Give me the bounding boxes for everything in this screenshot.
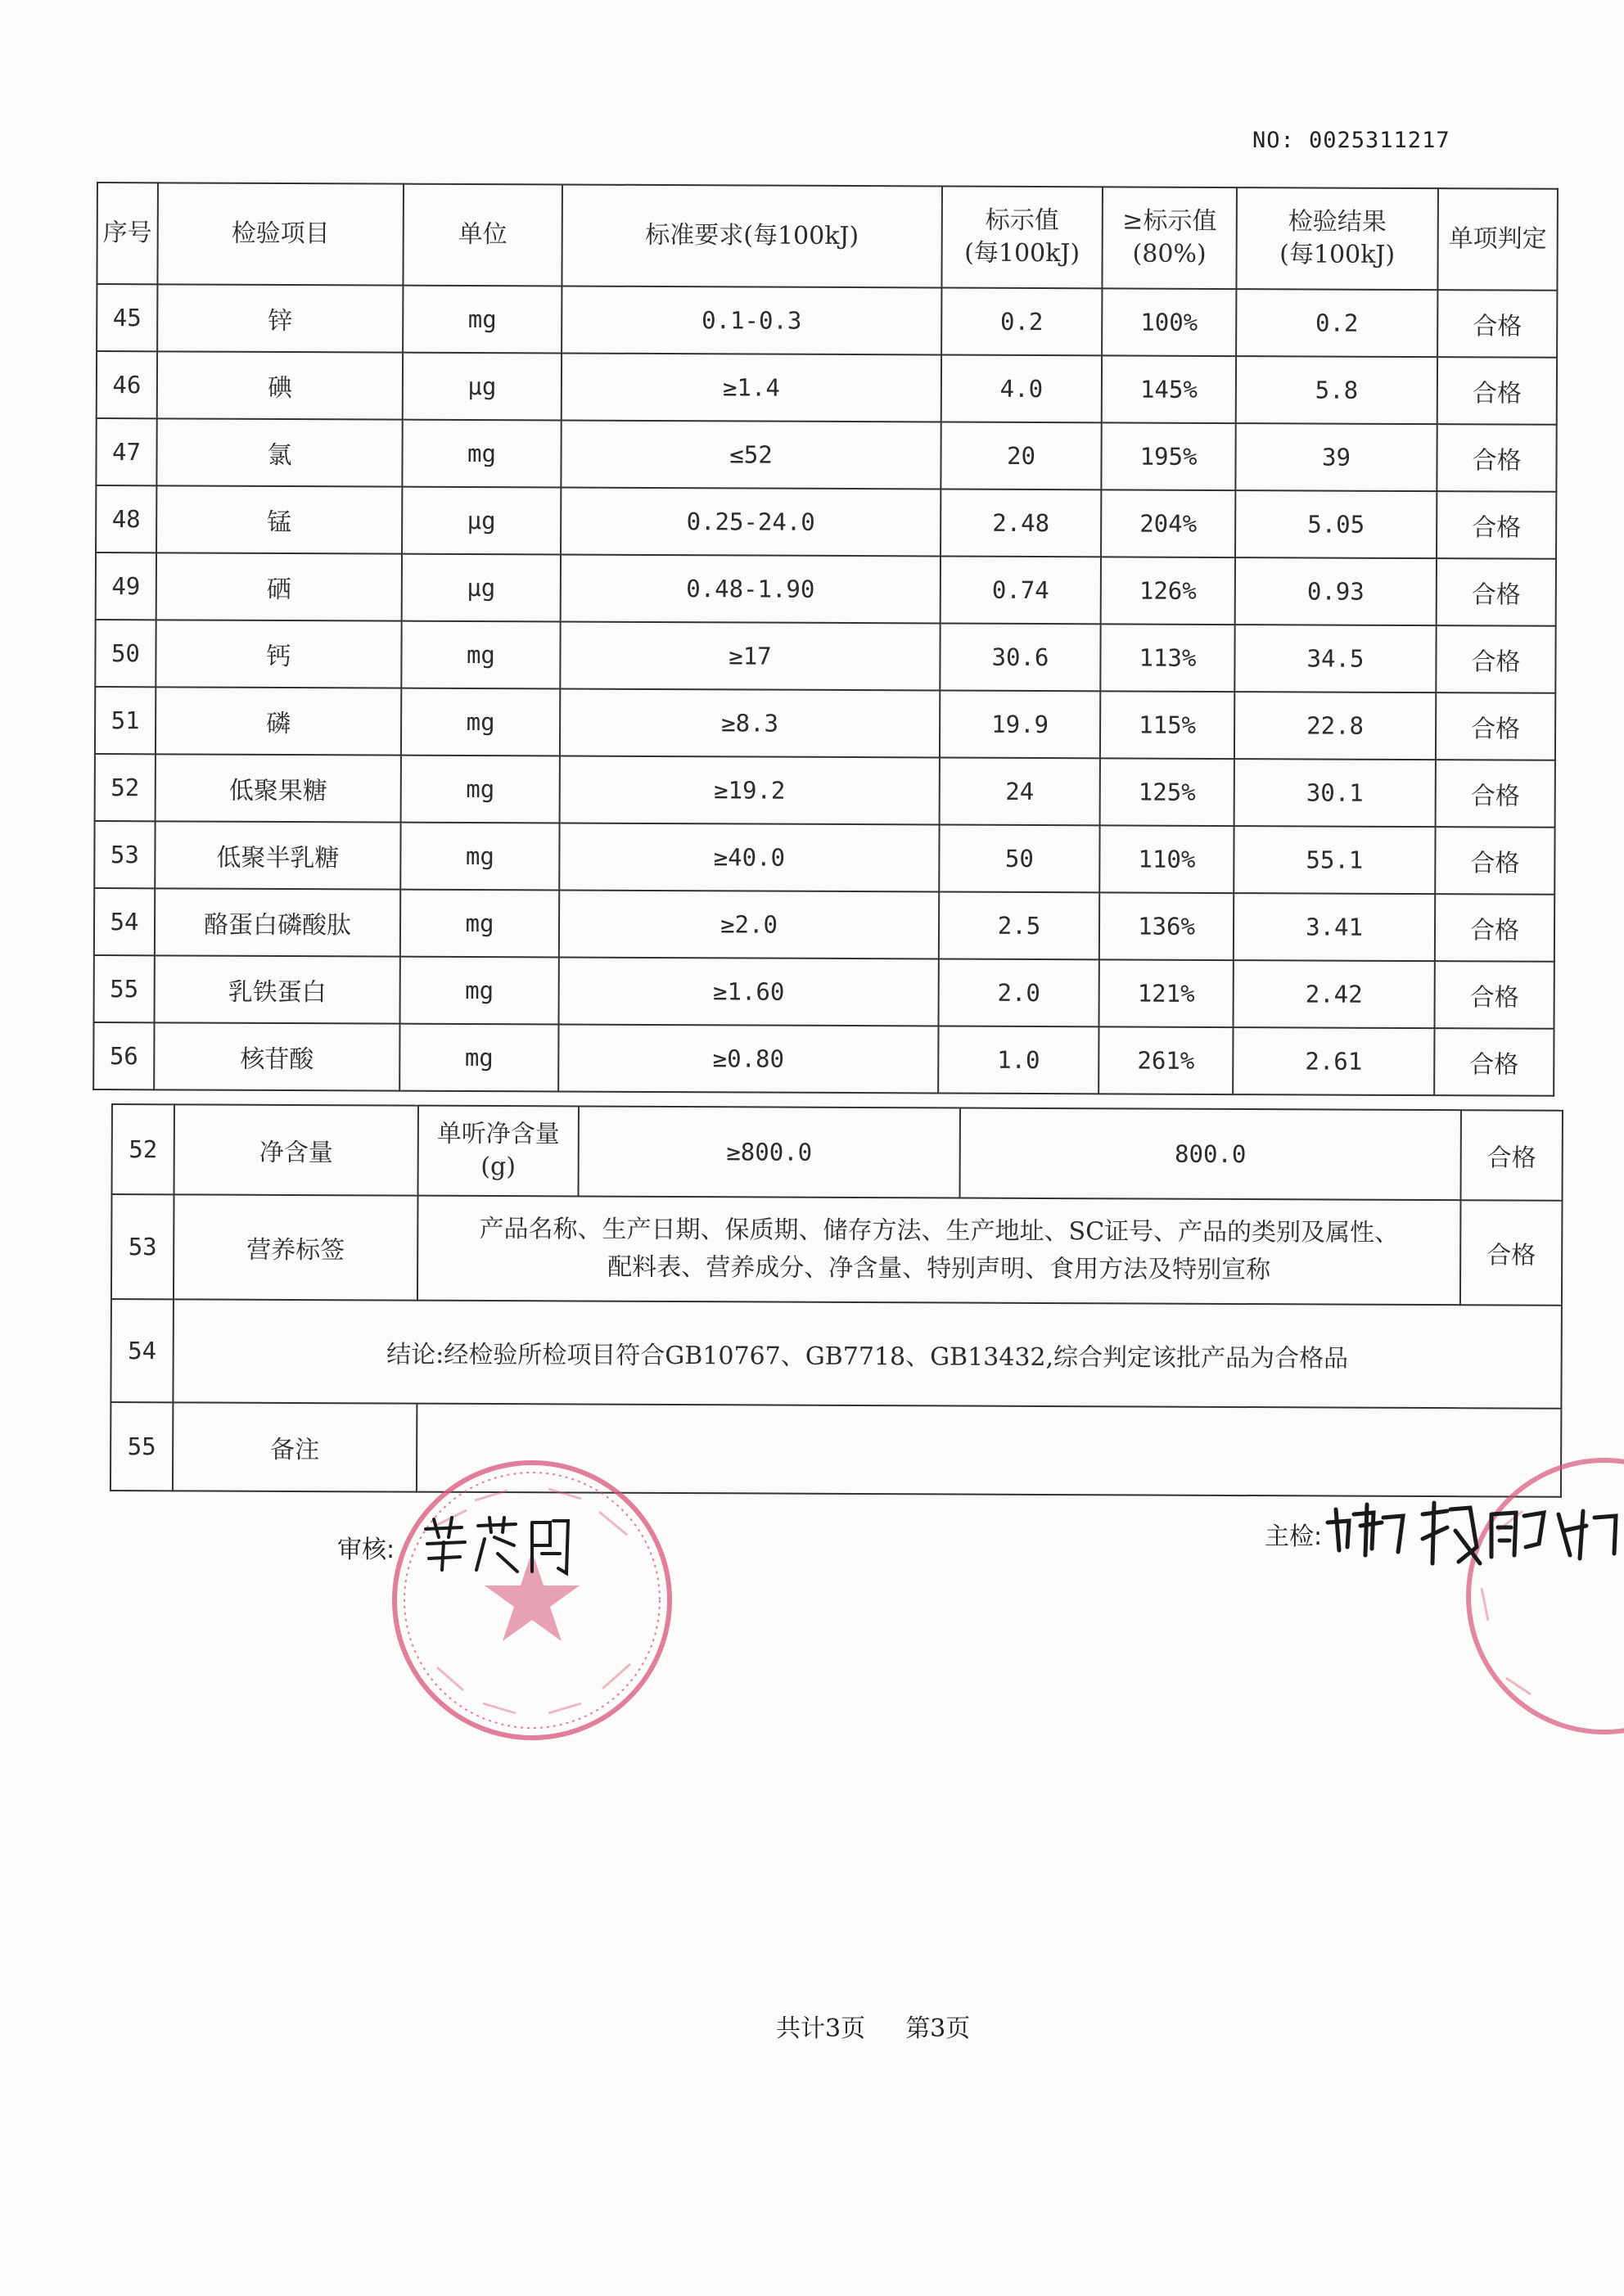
row-standard: ≥1.60 [559,957,939,1026]
row-judgement: 合格 [1435,961,1554,1029]
row-judgement: 合格 [1436,692,1555,760]
row-unit: μg [402,554,561,622]
page-current: 第3页 [905,2014,971,2043]
row-label-value: 4.0 [941,355,1102,423]
table-row [95,687,1555,760]
table-row [95,620,1555,693]
label-seq: 53 [111,1194,174,1299]
header-label-value [941,187,1103,289]
table-row [96,418,1556,492]
row-seq: 46 [97,351,157,418]
row-pct: 110% [1099,825,1234,893]
inspection-table [92,182,1559,1097]
row-seq: 49 [96,553,156,620]
net-standard: ≥800.0 [579,1106,960,1198]
official-seal-left [385,1453,679,1748]
header-unit: 单位 [403,184,562,286]
row-standard: ≥2.0 [559,890,939,959]
header-result-line1: 检验结果 [1288,207,1387,237]
row-pct: 121% [1099,959,1234,1027]
inspector-signature [1324,1498,1624,1572]
row-pct: 145% [1102,355,1236,423]
row-label-value: 20 [941,422,1101,490]
row-seq: 47 [96,418,156,485]
row-result: 22.8 [1234,692,1436,760]
row-label-value: 2.5 [939,891,1099,959]
row-pct: 113% [1100,624,1234,692]
row-item: 钙 [156,620,401,688]
net-judgement: 合格 [1461,1110,1563,1201]
row-pct: 126% [1101,557,1235,625]
net-unit-line1: 单听净含量 [436,1119,560,1149]
header-item: 检验项目 [157,183,404,285]
net-unit [418,1106,579,1197]
label-judgement: 合格 [1460,1200,1563,1306]
label-requirements-line1: 产品名称、生产日期、保质期、储存方法、生产地址、SC证号、产品的类别及属性、 [479,1214,1400,1247]
row-standard: ≥0.80 [558,1024,938,1093]
row-item: 低聚半乳糖 [155,821,400,889]
table-row [95,754,1555,828]
row-judgement: 合格 [1437,290,1557,358]
table-row [94,955,1554,1029]
row-standard: ≥40.0 [559,823,939,891]
row-seq: 53 [94,821,155,888]
label-requirements-line2: 配料表、营养成分、净含量、特别声明、食用方法及特别宣称 [607,1252,1271,1285]
row-label-value: 1.0 [938,1026,1098,1094]
row-pct: 261% [1098,1026,1233,1094]
row-standard: 0.1-0.3 [562,286,941,354]
row-result: 5.8 [1236,356,1437,424]
row-standard: ≥1.4 [562,353,941,422]
net-result: 800.0 [960,1108,1461,1201]
row-pct: 195% [1101,422,1235,490]
row-item: 氯 [156,418,402,486]
page-footer [776,2008,970,2044]
row-item: 酪蛋白磷酸肽 [155,888,400,956]
header-pct [1102,187,1237,289]
row-label-value: 19.9 [940,691,1100,759]
row-unit: mg [401,621,560,689]
row-unit: μg [403,353,562,421]
remark-seq: 55 [111,1402,173,1491]
row-seq: 51 [95,687,156,754]
table-header-row [97,183,1558,291]
row-unit: mg [400,890,559,958]
row-judgement: 合格 [1437,491,1556,559]
row-unit: mg [401,756,560,823]
row-label-value: 2.48 [941,489,1101,557]
label-check-row [111,1194,1563,1306]
row-standard: ≤52 [561,420,941,489]
row-standard: 0.48-1.90 [561,554,941,623]
row-seq: 56 [93,1022,154,1089]
table-row [97,284,1557,358]
header-seq: 序号 [97,183,158,284]
header-label-value-line1: 标示值 [985,205,1059,236]
row-item: 乳铁蛋白 [155,955,400,1023]
net-seq: 52 [112,1104,174,1194]
row-judgement: 合格 [1436,625,1555,693]
row-item: 锌 [157,284,403,352]
conclusion-row [111,1299,1562,1409]
row-item: 硒 [156,553,402,620]
row-result: 5.05 [1235,490,1437,558]
row-unit: mg [403,286,562,354]
row-label-value: 2.0 [939,959,1099,1026]
row-item: 磷 [156,687,401,755]
row-result: 55.1 [1234,826,1435,894]
row-label-value: 24 [940,758,1100,826]
table-row [94,888,1554,962]
row-label-value: 30.6 [940,624,1100,692]
row-item: 低聚果糖 [156,754,401,822]
row-result: 34.5 [1234,625,1436,692]
row-standard: ≥17 [560,621,940,690]
row-judgement: 合格 [1436,760,1555,828]
row-seq: 55 [94,955,155,1022]
row-result: 2.42 [1234,960,1435,1028]
net-unit-line2: (g) [480,1152,517,1182]
net-item: 净含量 [174,1104,418,1195]
row-label-value: 50 [939,824,1099,892]
row-unit: μg [402,487,561,555]
row-seq: 52 [95,754,156,821]
row-seq: 45 [97,284,157,351]
conclusion-text: 结论:经检验所检项目符合GB10767、GB7718、GB13432,综合判定该批产品为合格品 [173,1299,1562,1408]
row-standard: 0.25-24.0 [561,487,941,556]
summary-table [110,1103,1563,1498]
row-result: 30.1 [1234,759,1436,827]
row-pct: 136% [1099,892,1234,960]
label-item: 营养标签 [174,1194,418,1300]
report-number: NO: 0025311217 [1252,128,1450,153]
header-pct-line1: ≥标示值 [1122,206,1217,236]
row-pct: 115% [1100,691,1234,759]
row-label-value: 0.74 [941,557,1101,625]
official-seal-right [1449,1449,1624,1743]
header-pct-line2: (80%) [1132,239,1207,268]
row-judgement: 合格 [1434,1028,1554,1096]
header-label-value-line2: (每100kJ) [964,238,1080,268]
row-result: 0.93 [1235,557,1437,625]
header-judgement: 单项判定 [1437,188,1558,291]
row-seq: 48 [96,485,156,553]
row-item: 碘 [157,351,403,419]
reviewer-signature [419,1513,575,1578]
row-result: 39 [1235,423,1437,491]
row-pct: 125% [1100,758,1234,826]
header-standard: 标准要求(每100kJ) [562,184,942,287]
row-unit: mg [400,823,559,891]
table-row [93,1022,1554,1096]
row-pct: 204% [1101,489,1235,557]
remark-label: 备注 [173,1402,417,1491]
row-judgement: 合格 [1437,424,1556,492]
row-unit: mg [401,688,560,756]
reviewer-label: 审核: [337,1536,395,1564]
row-seq: 54 [94,888,155,955]
row-item: 核苷酸 [154,1022,399,1090]
conclusion-seq: 54 [111,1299,174,1402]
inspector-label: 主检: [1265,1522,1323,1551]
row-unit: mg [400,957,559,1025]
row-result: 2.61 [1233,1027,1434,1095]
row-standard: ≥8.3 [560,688,940,757]
remark-row [111,1402,1561,1497]
row-judgement: 合格 [1435,827,1554,895]
row-judgement: 合格 [1437,357,1557,425]
row-judgement: 合格 [1435,894,1554,962]
row-pct: 100% [1102,288,1236,356]
header-result-line2: (每100kJ) [1279,240,1396,269]
table-row [96,553,1556,626]
label-requirements [417,1196,1461,1306]
page-total: 共计3页 [776,2014,866,2043]
row-label-value: 0.2 [941,288,1102,356]
row-unit: mg [399,1024,558,1092]
row-item: 锰 [156,485,402,553]
header-result [1236,187,1438,290]
table-row [94,821,1554,895]
row-seq: 50 [95,620,156,687]
row-judgement: 合格 [1437,558,1556,626]
row-result: 0.2 [1236,289,1437,357]
row-unit: mg [402,420,561,488]
row-standard: ≥19.2 [560,756,940,824]
table-row [96,485,1556,559]
net-content-row [112,1104,1563,1201]
row-result: 3.41 [1234,893,1435,961]
table-row [97,351,1557,425]
